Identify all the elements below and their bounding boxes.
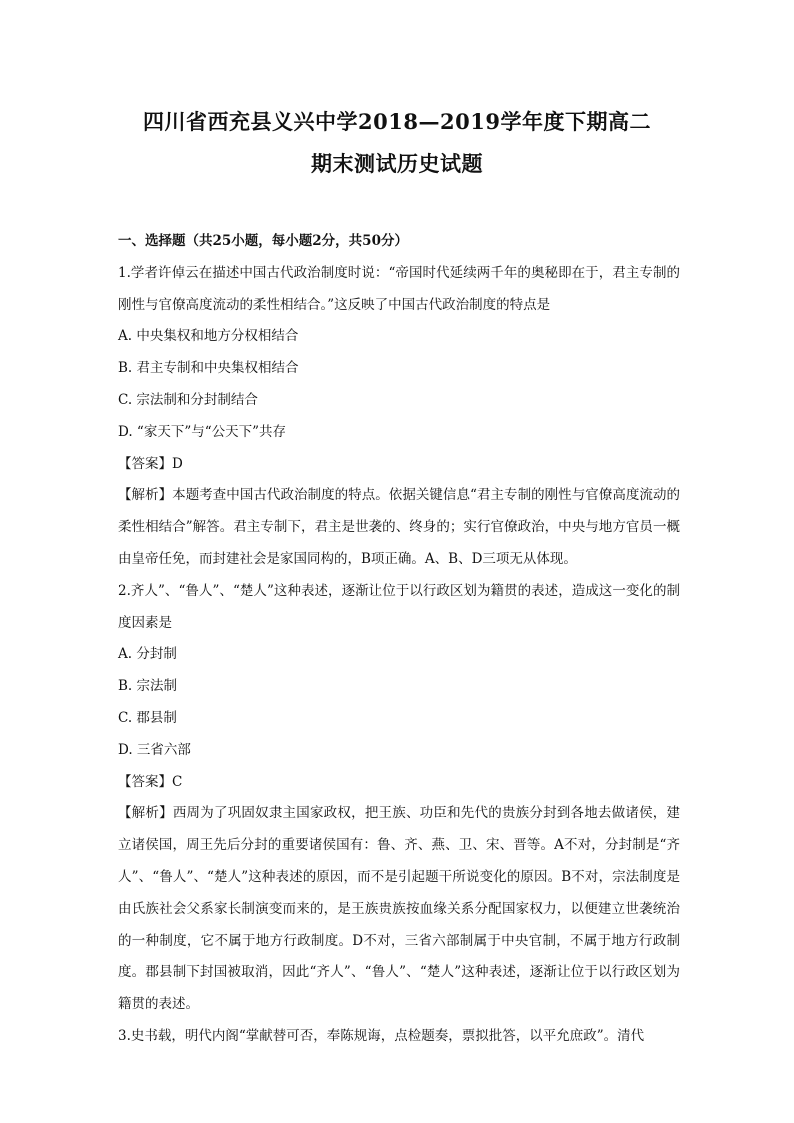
question-1-stem: 1.学者许倬云在描述中国古代政治制度时说：“帝国时代延续两千年的奥秘即在于，君主专制的刚性与官僚高度流动的柔性相结合。”这反映了中国古代政治制度的特点是 bbox=[118, 264, 680, 313]
document-title-line1: 四川省西充县义兴中学2018—2019学年度下期高二 bbox=[143, 109, 651, 134]
question-1-answer: 【答案】D bbox=[118, 455, 183, 472]
question-1-option-a: A. 中央集权和地方分权相结合 bbox=[118, 328, 299, 345]
question-2-analysis: 【解析】西周为了巩固奴隶主国家政权，把王族、功臣和先代的贵族分封到各地去做诸侯，建立诸侯国，周王先后分封的重要诸侯国有：鲁、齐、燕、卫、宋、晋等。A不对，分封制是“齐人”、“鲁人”、“楚人”这种表述的原因，而不是引起题干所说变化的原因。B不对，宗法制度是由氏族社会父系家长制演变而来的，是王族贵族按血缘关系分配国家权力，以便建立世袭统治的一种制度，它不属于地方行政制度。D不对，三省六部制属于中央官制，不属于地方行政制度。郡县制下封国被取消，因此“齐人”、“鲁人”、“楚人”这种表述，逐渐让位于以行政区划为籍贯的表述。 bbox=[118, 805, 680, 1013]
question-1-option-c: C. 宗法制和分封制结合 bbox=[118, 391, 258, 408]
question-2-option-d: D. 三省六部 bbox=[118, 741, 191, 758]
question-1-analysis: 【解析】本题考查中国古代政治制度的特点。依据关键信息“君主专制的刚性与官僚高度流动的柔性相结合”解答。君主专制下，君主是世袭的、终身的；实行官僚政治，中央与地方官员一概由皇帝任免，而封建社会是家国同构的，B项正确。A、B、D三项无从体现。 bbox=[118, 487, 680, 567]
question-2-answer: 【答案】C bbox=[118, 773, 183, 790]
question-2-option-b: B. 宗法制 bbox=[118, 678, 178, 695]
question-1-option-d: D. “家天下”与“公天下”共存 bbox=[118, 423, 287, 440]
document-title-line2: 期末测试历史试题 bbox=[311, 151, 483, 176]
question-1-option-b: B. 君主专制和中央集权相结合 bbox=[118, 360, 299, 377]
question-2-option-a: A. 分封制 bbox=[118, 646, 177, 663]
question-2-option-c: C. 郡县制 bbox=[118, 709, 177, 726]
question-2-stem: 2.齐人”、“鲁人”、“楚人”这种表述，逐渐让位于以行政区划为籍贯的表述，造成这一变化的制度因素是 bbox=[118, 582, 680, 631]
document-body bbox=[118, 226, 680, 1053]
section-heading: 一、选择题（共25小题，每小题2分，共50分） bbox=[118, 233, 408, 249]
question-3-stem: 3.史书载，明代内阁“掌献替可否，奉陈规诲，点检题奏，票拟批答，以平允庶政”。清代 bbox=[118, 1027, 645, 1044]
